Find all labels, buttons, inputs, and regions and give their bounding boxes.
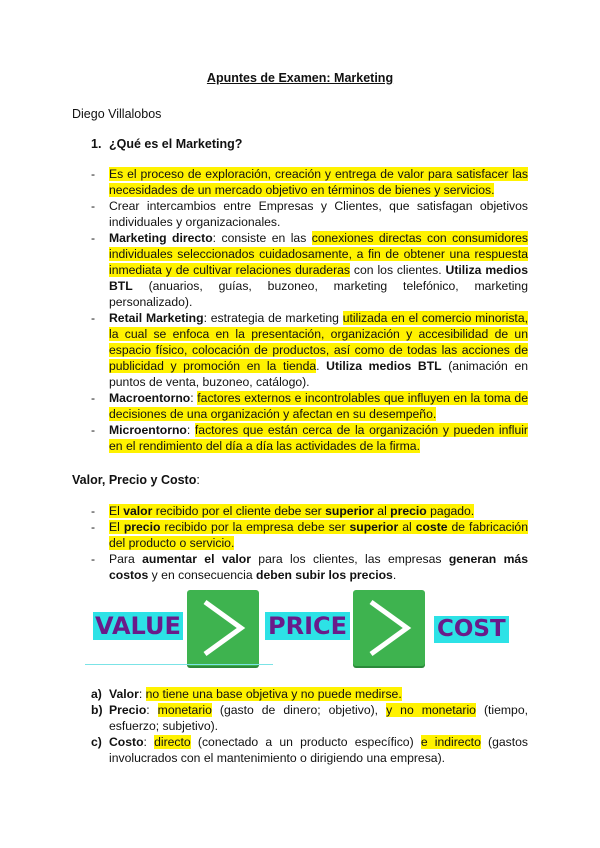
section-heading-marketing bbox=[91, 137, 242, 151]
item-text: (tiempo, esfuerzo; subjetivo). bbox=[109, 703, 528, 733]
list-item bbox=[91, 519, 528, 551]
section-title: Valor, Precio y Costo bbox=[72, 473, 197, 487]
item-text: . bbox=[316, 359, 327, 373]
item-text: (animación en puntos de venta, buzoneo, catálogo). bbox=[109, 359, 528, 389]
item-text: El bbox=[109, 520, 124, 534]
item-text: para los clientes, las empresas bbox=[250, 552, 449, 566]
bold-text: Utiliza medios BTL bbox=[326, 359, 442, 373]
highlighted-text: factores externos e incontrolables que influyen en la toma de decisiones de una organización y afectan en su desempeño. bbox=[109, 391, 528, 421]
list-item bbox=[91, 198, 528, 230]
bold-text: aumentar el valor bbox=[142, 552, 251, 566]
chevron-right-icon bbox=[353, 590, 425, 666]
term-label: Costo bbox=[109, 735, 144, 749]
item-text: . bbox=[392, 568, 397, 582]
term-label: Microentorno bbox=[109, 423, 187, 437]
item-text: El bbox=[109, 504, 124, 518]
item-text: : bbox=[143, 735, 155, 749]
list-item bbox=[91, 551, 528, 583]
term-label: Valor bbox=[109, 687, 139, 701]
section-heading-valor-precio-costo bbox=[72, 473, 200, 487]
term-label: Retail Marketing bbox=[109, 311, 204, 325]
author-name: Diego Villalobos bbox=[72, 107, 162, 121]
highlighted-text: y no monetario bbox=[386, 703, 476, 717]
value-price-list bbox=[91, 503, 528, 583]
price-word: PRICE bbox=[265, 612, 350, 640]
item-letter: a) bbox=[91, 687, 102, 701]
item-text: Para bbox=[109, 552, 143, 566]
item-text: al bbox=[398, 520, 416, 534]
definitions-lettered-list bbox=[91, 686, 528, 766]
item-text: al bbox=[373, 504, 391, 518]
highlighted-text bbox=[109, 504, 474, 518]
section-title: ¿Qué es el Marketing? bbox=[109, 137, 243, 151]
term-label: Macroentorno bbox=[109, 391, 191, 405]
highlighted-text bbox=[109, 520, 528, 550]
list-item bbox=[91, 390, 528, 422]
item-text: : bbox=[190, 391, 198, 405]
highlighted-text: conexiones directas con consumidores individuales seleccionados cuidadosamente, a fin de obtener una respuesta inmediata y de cultivar relaciones duraderas bbox=[109, 231, 529, 277]
marketing-definitions-list bbox=[91, 166, 528, 454]
item-text: : bbox=[138, 687, 146, 701]
item-text: (conectado a un producto específico) bbox=[190, 735, 421, 749]
list-item bbox=[91, 702, 528, 734]
bullet-dash: - bbox=[91, 520, 96, 534]
list-item bbox=[91, 503, 528, 519]
bullet-dash: - bbox=[91, 311, 96, 325]
bold-text: superior bbox=[349, 520, 399, 534]
item-text: recibido por la empresa debe ser bbox=[160, 520, 350, 534]
item-text: : consiste en las bbox=[212, 231, 312, 245]
highlighted-text: Es el proceso de exploración, creación y entrega de valor para satisfacer las necesidades de un mercado objetivo en términos de bienes y servicios. bbox=[109, 167, 528, 197]
item-text: con los clientes. bbox=[350, 263, 446, 277]
bullet-dash: - bbox=[91, 231, 96, 245]
list-item bbox=[91, 734, 528, 766]
highlighted-text: factores que están cerca de la organización y pueden influir en el rendimiento del día a día las actividades de la firma. bbox=[109, 423, 528, 453]
list-item bbox=[91, 230, 528, 310]
section-number: 1. bbox=[91, 137, 102, 151]
term-label: Marketing directo bbox=[109, 231, 213, 245]
chevron-right-icon bbox=[187, 590, 259, 666]
bold-text: superior bbox=[325, 504, 374, 518]
item-letter: c) bbox=[91, 735, 102, 749]
bullet-dash: - bbox=[91, 167, 96, 181]
item-text: : estrategia de marketing bbox=[203, 311, 343, 325]
cost-word: COST bbox=[434, 616, 509, 643]
item-text: (gastos involucrados con el mantenimiento o dirigiendo una empresa). bbox=[109, 735, 528, 765]
underline-decoration bbox=[85, 664, 273, 665]
highlighted-text: e indirecto bbox=[420, 735, 481, 749]
item-text: (anuarios, guías, buzoneo, marketing telefónico, marketing personalizado). bbox=[109, 279, 528, 309]
bullet-dash: - bbox=[91, 391, 96, 405]
bullet-dash: - bbox=[91, 423, 96, 437]
list-item bbox=[91, 422, 528, 454]
bullet-dash: - bbox=[91, 199, 96, 213]
list-item bbox=[91, 166, 528, 198]
item-text: y en consecuencia bbox=[148, 568, 257, 582]
item-text: de fabricación del producto o servicio. bbox=[109, 520, 528, 550]
item-text: pagado. bbox=[426, 504, 475, 518]
item-text: : bbox=[186, 423, 195, 437]
section-colon: : bbox=[196, 473, 200, 487]
item-text: : bbox=[146, 703, 158, 717]
list-item bbox=[91, 686, 528, 702]
bold-text: precio bbox=[123, 520, 161, 534]
highlighted-text: no tiene una base objetiva y no puede medirse. bbox=[145, 687, 402, 701]
document-title: Apuntes de Examen: Marketing bbox=[206, 71, 394, 85]
term-label: Precio bbox=[109, 703, 147, 717]
bold-text: deben subir los precios bbox=[256, 568, 393, 582]
list-item bbox=[91, 310, 528, 390]
bullet-dash: - bbox=[91, 552, 96, 566]
bold-text: precio bbox=[390, 504, 427, 518]
item-text: recibido por el cliente debe ser bbox=[152, 504, 326, 518]
bullet-dash: - bbox=[91, 504, 96, 518]
value-price-cost-graphic bbox=[85, 590, 515, 668]
item-text: Crear intercambios entre Empresas y Clientes, que satisfagan objetivos individuales y organizacionales. bbox=[109, 199, 528, 229]
item-text: (gasto de dinero; objetivo), bbox=[211, 703, 387, 717]
bold-text: valor bbox=[123, 504, 153, 518]
item-letter: b) bbox=[91, 703, 103, 717]
bold-text: Utiliza medios BTL bbox=[109, 263, 529, 293]
arrow-box-2 bbox=[353, 590, 425, 666]
bold-text: coste bbox=[415, 520, 448, 534]
arrow-box-1 bbox=[187, 590, 259, 666]
highlighted-text: utilizada en el comercio minorista, la cual se enfoca en la presentación, organización y accesibilidad de un espacio físico, colocación de productos, así como de todas las acciones de publicidad y promoción en la tienda bbox=[109, 311, 528, 373]
highlighted-text: monetario bbox=[157, 703, 212, 717]
highlighted-text: directo bbox=[154, 735, 191, 749]
bold-text: generan más costos bbox=[109, 552, 528, 582]
value-word: VALUE bbox=[95, 612, 181, 640]
